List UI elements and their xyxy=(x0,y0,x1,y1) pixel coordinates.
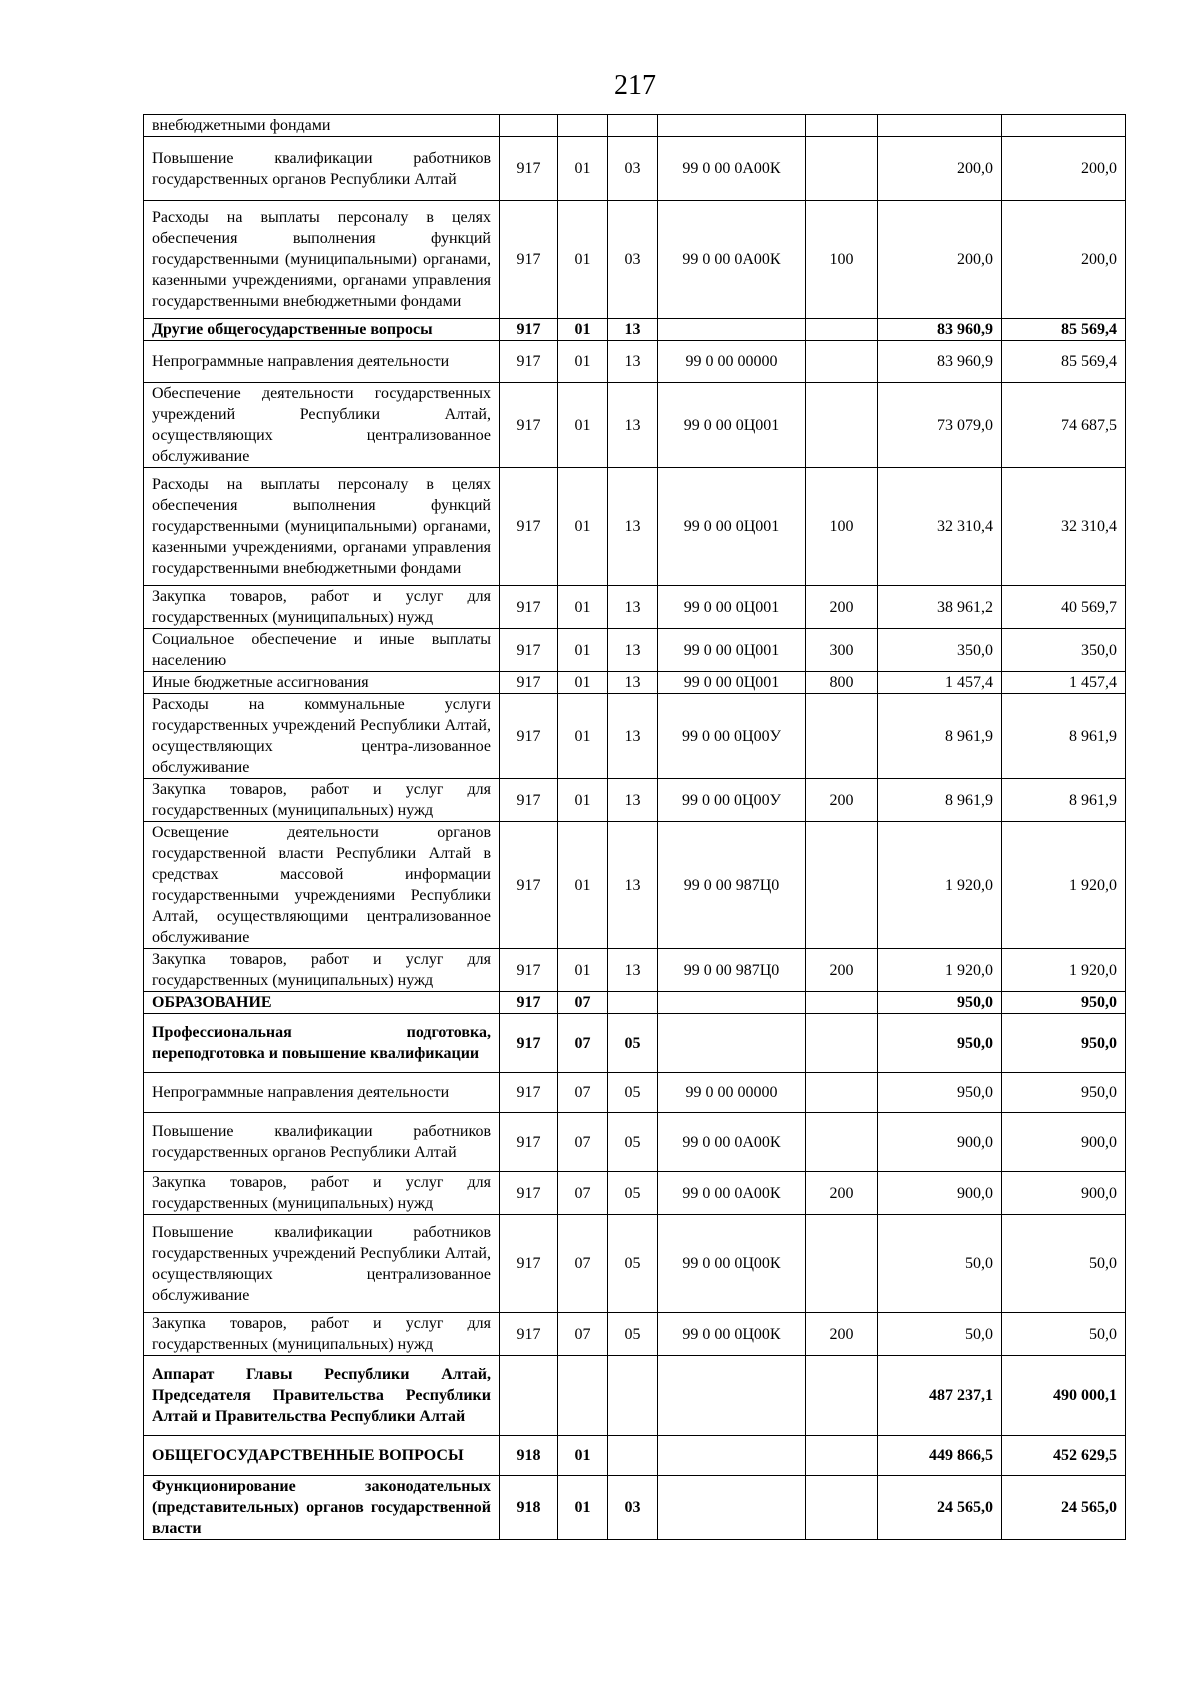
expense-type-code: 200 xyxy=(806,1313,878,1356)
table-row xyxy=(144,1476,1126,1540)
amount-year-2: 50,0 xyxy=(1002,1313,1126,1356)
page-number: 217 xyxy=(614,70,656,101)
amount-year-2: 950,0 xyxy=(1002,1073,1126,1113)
ministry-code: 917 xyxy=(500,1014,558,1073)
expense-type-code xyxy=(806,1073,878,1113)
section-code: 01 xyxy=(558,1436,608,1476)
amount-year-1: 8 961,9 xyxy=(878,779,1002,822)
row-name: Социальное обеспечение и иные выплаты населению xyxy=(144,629,500,672)
subsection-code: 05 xyxy=(608,1073,658,1113)
budget-table xyxy=(143,114,1126,1540)
row-name: внебюджетными фондами xyxy=(144,115,500,137)
subsection-code xyxy=(608,115,658,137)
amount-year-2: 200,0 xyxy=(1002,137,1126,201)
ministry-code: 917 xyxy=(500,672,558,694)
target-article-code: 99 0 00 0А00К xyxy=(658,137,806,201)
section-code: 07 xyxy=(558,1073,608,1113)
amount-year-2: 8 961,9 xyxy=(1002,694,1126,779)
ministry-code: 917 xyxy=(500,1172,558,1215)
table-row xyxy=(144,1073,1126,1113)
table-row xyxy=(144,383,1126,468)
row-name: Освещение деятельности органов государственной власти Республики Алтай в средствах массовой информации государственными учреждениями Республики Алтай, осуществляющими централизованное обслуживание xyxy=(144,822,500,949)
amount-year-2: 900,0 xyxy=(1002,1172,1126,1215)
amount-year-1: 1 920,0 xyxy=(878,949,1002,992)
amount-year-1: 38 961,2 xyxy=(878,586,1002,629)
subsection-code: 13 xyxy=(608,468,658,586)
ministry-code: 917 xyxy=(500,1215,558,1313)
subsection-code xyxy=(608,992,658,1014)
section-code: 01 xyxy=(558,137,608,201)
amount-year-1: 83 960,9 xyxy=(878,341,1002,383)
amount-year-2: 85 569,4 xyxy=(1002,319,1126,341)
expense-type-code: 300 xyxy=(806,629,878,672)
section-code xyxy=(558,1356,608,1436)
amount-year-1: 200,0 xyxy=(878,137,1002,201)
target-article-code: 99 0 00 0Ц00У xyxy=(658,694,806,779)
amount-year-2: 900,0 xyxy=(1002,1113,1126,1172)
table-row xyxy=(144,1014,1126,1073)
table-row xyxy=(144,1356,1126,1436)
subsection-code: 13 xyxy=(608,629,658,672)
amount-year-2: 350,0 xyxy=(1002,629,1126,672)
ministry-code: 917 xyxy=(500,137,558,201)
target-article-code: 99 0 00 0А00К xyxy=(658,1172,806,1215)
row-name: Другие общегосударственные вопросы xyxy=(144,319,500,341)
table-row xyxy=(144,201,1126,319)
table-row xyxy=(144,672,1126,694)
table-row xyxy=(144,992,1126,1014)
section-code: 01 xyxy=(558,341,608,383)
table-row xyxy=(144,1436,1126,1476)
expense-type-code xyxy=(806,383,878,468)
table-row xyxy=(144,1172,1126,1215)
row-name: Повышение квалификации работников государственных учреждений Республики Алтай, осуществляющих централизованное обслуживание xyxy=(144,1215,500,1313)
expense-type-code: 200 xyxy=(806,779,878,822)
amount-year-2: 1 920,0 xyxy=(1002,822,1126,949)
subsection-code: 05 xyxy=(608,1113,658,1172)
amount-year-1: 449 866,5 xyxy=(878,1436,1002,1476)
row-name: Закупка товаров, работ и услуг для государственных (муниципальных) нужд xyxy=(144,1313,500,1356)
expense-type-code xyxy=(806,992,878,1014)
ministry-code: 917 xyxy=(500,201,558,319)
target-article-code xyxy=(658,1356,806,1436)
amount-year-2: 950,0 xyxy=(1002,992,1126,1014)
expense-type-code: 800 xyxy=(806,672,878,694)
expense-type-code xyxy=(806,1215,878,1313)
ministry-code: 917 xyxy=(500,319,558,341)
row-name: Непрограммные направления деятельности xyxy=(144,1073,500,1113)
section-code: 01 xyxy=(558,201,608,319)
section-code: 07 xyxy=(558,1172,608,1215)
table-row xyxy=(144,822,1126,949)
expense-type-code: 200 xyxy=(806,949,878,992)
row-name: Повышение квалификации работников государственных органов Республики Алтай xyxy=(144,137,500,201)
table-row xyxy=(144,1215,1126,1313)
amount-year-2: 32 310,4 xyxy=(1002,468,1126,586)
subsection-code: 13 xyxy=(608,779,658,822)
target-article-code: 99 0 00 0Ц001 xyxy=(658,586,806,629)
section-code xyxy=(558,115,608,137)
subsection-code: 05 xyxy=(608,1313,658,1356)
target-article-code xyxy=(658,992,806,1014)
subsection-code: 13 xyxy=(608,694,658,779)
expense-type-code: 100 xyxy=(806,201,878,319)
ministry-code: 917 xyxy=(500,992,558,1014)
section-code: 07 xyxy=(558,1113,608,1172)
amount-year-1: 83 960,9 xyxy=(878,319,1002,341)
ministry-code: 917 xyxy=(500,586,558,629)
section-code: 01 xyxy=(558,949,608,992)
table-row xyxy=(144,319,1126,341)
amount-year-1: 8 961,9 xyxy=(878,694,1002,779)
ministry-code: 917 xyxy=(500,1073,558,1113)
table-row xyxy=(144,949,1126,992)
ministry-code: 917 xyxy=(500,341,558,383)
amount-year-2: 452 629,5 xyxy=(1002,1436,1126,1476)
amount-year-1: 950,0 xyxy=(878,1073,1002,1113)
ministry-code: 917 xyxy=(500,629,558,672)
target-article-code: 99 0 00 0Ц00К xyxy=(658,1215,806,1313)
table-row xyxy=(144,137,1126,201)
amount-year-2: 950,0 xyxy=(1002,1014,1126,1073)
ministry-code xyxy=(500,115,558,137)
amount-year-1: 50,0 xyxy=(878,1215,1002,1313)
amount-year-1: 900,0 xyxy=(878,1113,1002,1172)
target-article-code xyxy=(658,319,806,341)
subsection-code: 03 xyxy=(608,137,658,201)
row-name: Иные бюджетные ассигнования xyxy=(144,672,500,694)
ministry-code: 917 xyxy=(500,1313,558,1356)
section-code: 01 xyxy=(558,319,608,341)
target-article-code xyxy=(658,1436,806,1476)
table-row xyxy=(144,341,1126,383)
amount-year-1 xyxy=(878,115,1002,137)
section-code: 01 xyxy=(558,694,608,779)
subsection-code: 13 xyxy=(608,822,658,949)
expense-type-code: 100 xyxy=(806,468,878,586)
subsection-code: 13 xyxy=(608,319,658,341)
expense-type-code xyxy=(806,822,878,949)
amount-year-2: 85 569,4 xyxy=(1002,341,1126,383)
expense-type-code xyxy=(806,1436,878,1476)
table-row xyxy=(144,468,1126,586)
amount-year-1: 1 920,0 xyxy=(878,822,1002,949)
amount-year-2: 24 565,0 xyxy=(1002,1476,1126,1540)
subsection-code: 05 xyxy=(608,1014,658,1073)
expense-type-code: 200 xyxy=(806,586,878,629)
amount-year-2: 200,0 xyxy=(1002,201,1126,319)
expense-type-code xyxy=(806,341,878,383)
row-name: Повышение квалификации работников государственных органов Республики Алтай xyxy=(144,1113,500,1172)
amount-year-2: 74 687,5 xyxy=(1002,383,1126,468)
target-article-code: 99 0 00 0Ц001 xyxy=(658,629,806,672)
subsection-code: 13 xyxy=(608,383,658,468)
amount-year-1: 950,0 xyxy=(878,1014,1002,1073)
expense-type-code xyxy=(806,694,878,779)
row-name: Функционирование законодательных (представительных) органов государственной власти xyxy=(144,1476,500,1540)
expense-type-code xyxy=(806,115,878,137)
amount-year-2: 490 000,1 xyxy=(1002,1356,1126,1436)
subsection-code: 05 xyxy=(608,1215,658,1313)
row-name: Расходы на коммунальные услуги государственных учреждений Республики Алтай, осуществляющих центра-лизованное обслуживание xyxy=(144,694,500,779)
amount-year-2: 50,0 xyxy=(1002,1215,1126,1313)
target-article-code xyxy=(658,115,806,137)
section-code: 01 xyxy=(558,468,608,586)
target-article-code: 99 0 00 00000 xyxy=(658,341,806,383)
section-code: 01 xyxy=(558,629,608,672)
amount-year-1: 200,0 xyxy=(878,201,1002,319)
target-article-code: 99 0 00 0А00К xyxy=(658,201,806,319)
row-name: ОБЩЕГОСУДАРСТВЕННЫЕ ВОПРОСЫ xyxy=(144,1436,500,1476)
expense-type-code xyxy=(806,319,878,341)
ministry-code: 918 xyxy=(500,1436,558,1476)
subsection-code: 05 xyxy=(608,1172,658,1215)
amount-year-1: 950,0 xyxy=(878,992,1002,1014)
subsection-code xyxy=(608,1436,658,1476)
subsection-code: 13 xyxy=(608,586,658,629)
target-article-code: 99 0 00 987Ц0 xyxy=(658,822,806,949)
target-article-code xyxy=(658,1476,806,1540)
section-code: 01 xyxy=(558,779,608,822)
expense-type-code xyxy=(806,1014,878,1073)
ministry-code: 917 xyxy=(500,694,558,779)
row-name: Расходы на выплаты персоналу в целях обеспечения выполнения функций государственными (муниципальными) органами, казенными учреждениями, органами управления государственными внебюджетными фондами xyxy=(144,468,500,586)
table-row xyxy=(144,586,1126,629)
section-code: 01 xyxy=(558,586,608,629)
row-name: Расходы на выплаты персоналу в целях обеспечения выполнения функций государственными (муниципальными) органами, казенными учреждениями, органами управления государственными внебюджетными фондами xyxy=(144,201,500,319)
amount-year-2: 8 961,9 xyxy=(1002,779,1126,822)
expense-type-code xyxy=(806,137,878,201)
row-name: Непрограммные направления деятельности xyxy=(144,341,500,383)
subsection-code: 13 xyxy=(608,672,658,694)
expense-type-code: 200 xyxy=(806,1172,878,1215)
section-code: 07 xyxy=(558,1313,608,1356)
ministry-code: 917 xyxy=(500,468,558,586)
table-row xyxy=(144,629,1126,672)
section-code: 07 xyxy=(558,1215,608,1313)
table-row xyxy=(144,1113,1126,1172)
target-article-code: 99 0 00 0Ц00К xyxy=(658,1313,806,1356)
expense-type-code xyxy=(806,1113,878,1172)
target-article-code: 99 0 00 0А00К xyxy=(658,1113,806,1172)
amount-year-1: 73 079,0 xyxy=(878,383,1002,468)
ministry-code: 917 xyxy=(500,779,558,822)
target-article-code: 99 0 00 0Ц001 xyxy=(658,383,806,468)
ministry-code: 917 xyxy=(500,949,558,992)
ministry-code: 917 xyxy=(500,383,558,468)
subsection-code: 13 xyxy=(608,341,658,383)
target-article-code: 99 0 00 00000 xyxy=(658,1073,806,1113)
row-name: Закупка товаров, работ и услуг для государственных (муниципальных) нужд xyxy=(144,586,500,629)
row-name: Аппарат Главы Республики Алтай, Председателя Правительства Республики Алтай и Правительства Республики Алтай xyxy=(144,1356,500,1436)
target-article-code xyxy=(658,1014,806,1073)
table-row xyxy=(144,694,1126,779)
target-article-code: 99 0 00 0Ц001 xyxy=(658,468,806,586)
ministry-code xyxy=(500,1356,558,1436)
section-code: 01 xyxy=(558,822,608,949)
subsection-code: 13 xyxy=(608,949,658,992)
row-name: ОБРАЗОВАНИЕ xyxy=(144,992,500,1014)
ministry-code: 917 xyxy=(500,1113,558,1172)
table-row xyxy=(144,779,1126,822)
amount-year-1: 350,0 xyxy=(878,629,1002,672)
subsection-code: 03 xyxy=(608,201,658,319)
table-row xyxy=(144,115,1126,137)
ministry-code: 918 xyxy=(500,1476,558,1540)
row-name: Закупка товаров, работ и услуг для государственных (муниципальных) нужд xyxy=(144,1172,500,1215)
amount-year-1: 1 457,4 xyxy=(878,672,1002,694)
section-code: 01 xyxy=(558,672,608,694)
target-article-code: 99 0 00 0Ц001 xyxy=(658,672,806,694)
ministry-code: 917 xyxy=(500,822,558,949)
expense-type-code xyxy=(806,1356,878,1436)
subsection-code xyxy=(608,1356,658,1436)
section-code: 07 xyxy=(558,992,608,1014)
target-article-code: 99 0 00 0Ц00У xyxy=(658,779,806,822)
amount-year-2: 1 457,4 xyxy=(1002,672,1126,694)
table-row xyxy=(144,1313,1126,1356)
section-code: 07 xyxy=(558,1014,608,1073)
amount-year-1: 50,0 xyxy=(878,1313,1002,1356)
amount-year-2: 1 920,0 xyxy=(1002,949,1126,992)
expense-type-code xyxy=(806,1476,878,1540)
amount-year-2: 40 569,7 xyxy=(1002,586,1126,629)
section-code: 01 xyxy=(558,383,608,468)
row-name: Профессиональная подготовка, переподготовка и повышение квалификации xyxy=(144,1014,500,1073)
amount-year-2 xyxy=(1002,115,1126,137)
target-article-code: 99 0 00 987Ц0 xyxy=(658,949,806,992)
amount-year-1: 487 237,1 xyxy=(878,1356,1002,1436)
row-name: Обеспечение деятельности государственных учреждений Республики Алтай, осуществляющих централизованное обслуживание xyxy=(144,383,500,468)
amount-year-1: 900,0 xyxy=(878,1172,1002,1215)
subsection-code: 03 xyxy=(608,1476,658,1540)
row-name: Закупка товаров, работ и услуг для государственных (муниципальных) нужд xyxy=(144,779,500,822)
section-code: 01 xyxy=(558,1476,608,1540)
amount-year-1: 24 565,0 xyxy=(878,1476,1002,1540)
row-name: Закупка товаров, работ и услуг для государственных (муниципальных) нужд xyxy=(144,949,500,992)
amount-year-1: 32 310,4 xyxy=(878,468,1002,586)
